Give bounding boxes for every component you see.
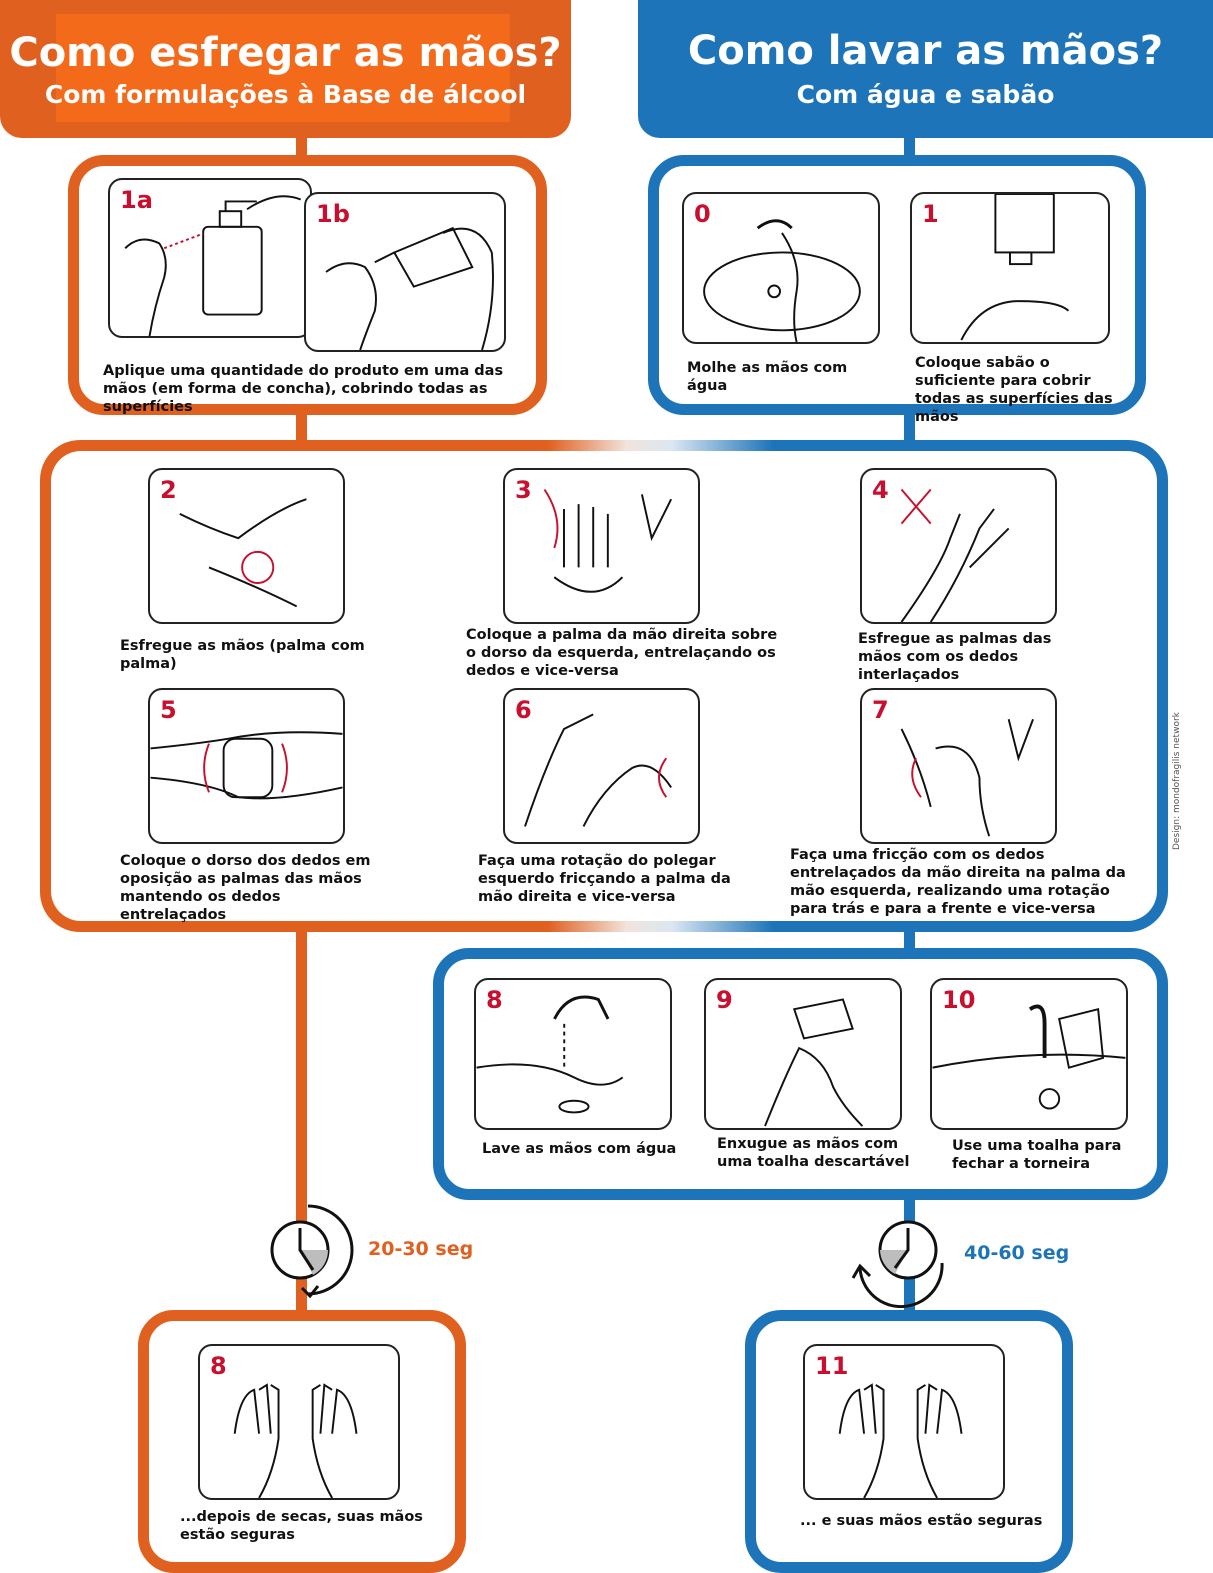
step-1ab-caption: Aplique uma quantidade do produto em uma das mãos (em forma de concha), cobrindo todas as superfícies	[103, 363, 504, 415]
step-1b-number: 1b	[316, 200, 350, 228]
soap-dispenser-icon	[912, 194, 1108, 342]
step-1b-frame	[304, 192, 506, 352]
rinse-hands-icon	[476, 980, 670, 1128]
design-credit: Design: mondofragilis network	[1172, 712, 1182, 850]
header-left-subtitle: Com formulações à Base de álcool	[44, 80, 527, 109]
step-1-number: 1	[922, 200, 939, 228]
header-right-subtitle: Com água e sabão	[796, 80, 1055, 109]
step-10-caption: Use uma toalha para fechar a torneira	[952, 1138, 1122, 1172]
fingers-interlaced-icon	[862, 470, 1055, 622]
step-6-caption: Faça uma rotação do polegar esquerdo fricçando a palma da mão direita e vice-versa	[478, 853, 731, 905]
step-3-number: 3	[515, 476, 532, 504]
timer-right	[850, 1208, 950, 1308]
clock-icon	[268, 1198, 358, 1303]
step-0-frame	[682, 192, 880, 344]
thumb-rotation-icon	[505, 690, 698, 842]
step-0-caption: Molhe as mãos com água	[687, 360, 848, 394]
step-3-caption: Coloque a palma da mão direita sobre o dorso da esquerda, entrelaçando os dedos e vice-versa	[466, 627, 778, 679]
step-5-caption: Coloque o dorso dos dedos em oposição as palmas das mãos mantendo os dedos entrelaçados	[120, 853, 371, 923]
header-right	[638, 0, 1213, 138]
step-2-caption: Esfregue as mãos (palma com palma)	[120, 638, 365, 672]
timer-left-label: 20-30 seg	[368, 1238, 474, 1260]
step-1-frame	[910, 192, 1110, 344]
step-8-rub-number: 8	[210, 1352, 227, 1380]
wet-hands-faucet-icon	[684, 194, 878, 342]
step-7-frame	[860, 688, 1057, 844]
header-left-title: Como esfregar as mãos?	[9, 30, 562, 76]
step-4-frame	[860, 468, 1057, 624]
step-4-number: 4	[872, 476, 889, 504]
step-1a-number: 1a	[120, 186, 153, 214]
palm-over-dorsum-icon	[505, 470, 698, 622]
palm-to-palm-icon	[150, 470, 343, 622]
step-8-rub-frame	[198, 1344, 400, 1500]
step-1a-frame	[108, 178, 312, 338]
step-9-number: 9	[716, 986, 733, 1014]
step-5-number: 5	[160, 696, 177, 724]
step-2-frame	[148, 468, 345, 624]
step-11-frame	[803, 1344, 1005, 1500]
safe-hands-icon	[200, 1346, 398, 1498]
step-4-caption: Esfregue as palmas das mãos com os dedos interlaçados	[858, 631, 1052, 683]
fingertips-in-palm-icon	[862, 690, 1055, 842]
step-6-number: 6	[515, 696, 532, 724]
step-3-frame	[503, 468, 700, 624]
header-left	[0, 0, 571, 138]
step-10-frame	[930, 978, 1128, 1130]
step-6-frame	[503, 688, 700, 844]
step-5-frame	[148, 688, 345, 844]
step-7-number: 7	[872, 696, 889, 724]
step-7-caption: Faça uma fricção com os dedos entrelaçados da mão direita na palma da mão esquerda, realizando uma rotação para trás e para a frente e vice-versa	[790, 847, 1126, 917]
clock-icon	[850, 1208, 950, 1308]
step-9-caption: Enxugue as mãos com uma toalha descartável	[717, 1136, 910, 1170]
towel-dry-icon	[706, 980, 900, 1128]
step-10-number: 10	[942, 986, 976, 1014]
timer-right-label: 40-60 seg	[964, 1242, 1070, 1264]
step-1-caption: Coloque sabão o suficiente para cobrir todas as superfícies das mãos	[915, 355, 1113, 425]
header-right-title: Como lavar as mãos?	[687, 28, 1164, 74]
step-0-number: 0	[694, 200, 711, 228]
timer-left	[268, 1198, 358, 1303]
step-2-number: 2	[160, 476, 177, 504]
step-8-wash-number: 8	[486, 986, 503, 1014]
step-8-wash-frame	[474, 978, 672, 1130]
step-8-wash-caption: Lave as mãos com água	[482, 1141, 677, 1157]
step-11-caption: ... e suas mãos estão seguras	[800, 1513, 1043, 1529]
step-11-number: 11	[815, 1352, 849, 1380]
step-9-frame	[704, 978, 902, 1130]
step-8-rub-caption: ...depois de secas, suas mãos estão seguras	[180, 1509, 423, 1543]
backs-of-fingers-icon	[150, 690, 343, 842]
